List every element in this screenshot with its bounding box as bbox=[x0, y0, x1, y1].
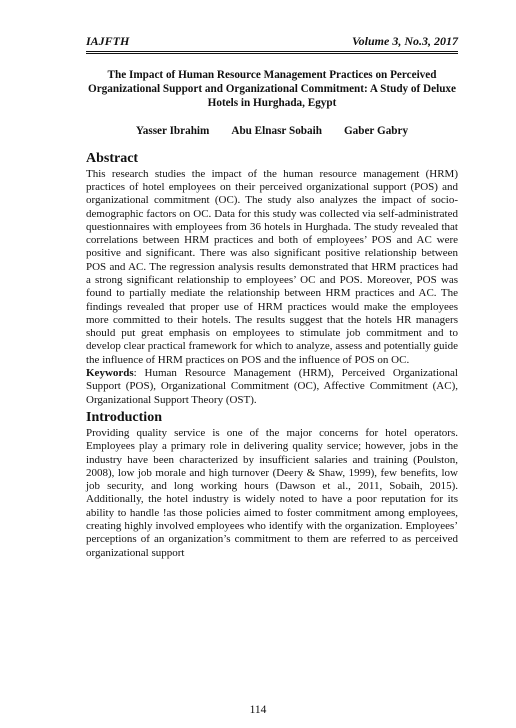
author-1: Yasser Ibrahim bbox=[135, 124, 210, 137]
author-3: Gaber Gabry bbox=[343, 124, 409, 137]
introduction-text: Providing quality service is one of the major concerns for hotel operators. Employees play a primary role in delivering quality service; however, jobs in the industry have been characterized by insufficient salaries and training (Poulston, 2008), low job morale and high turnover (Deery & Shaw, 1999), few benefits, low job security, and long working hours (Dawson et al., 2011, Sobaih, 2015). Additionally, the hotel industry is widely noted to have a poor reputation for its ability to handle !as those policies aimed to foster commitment among employees, creating highly involved employees who identify with the organization. Employees’ perceptions of an organization’s commitment to them are referred to as perceived organizational support bbox=[86, 426, 458, 559]
journal-name: IAJFTH bbox=[86, 34, 130, 48]
header-rule bbox=[86, 51, 458, 54]
paper-title: The Impact of Human Resource Management Practices on Perceived Organizational Support and Organizational Commitment: A Study of Deluxe Hotels in Hurghada, Egypt bbox=[88, 69, 456, 110]
keywords bbox=[86, 367, 458, 407]
abstract-heading: Abstract bbox=[86, 150, 139, 166]
author-2: Abu Elnasr Sobaih bbox=[231, 124, 322, 137]
running-header bbox=[86, 34, 458, 48]
page bbox=[86, 34, 458, 560]
introduction-heading: Introduction bbox=[86, 409, 162, 425]
abstract-text: This research studies the impact of the human resource management (HRM) practices of hotel employees on their perceived organizational support (POS) and organizational commitment (OC). The study also analyzes the impact of socio-demographic factors on OC. Data for this study was collected via self-administrated questionnaires with employees from 36 hotels in Hurghada. The study revealed that correlations between HRM practices and both of employees’ POS and AC were positive and significant. There was also significant positive relationship between POS and AC. The regression analysis results demonstrated that HRM practices had a strong significant relationship to employees’ OC and POS. Moreover, POS was found to partially mediate the relationship between HRM practices and AC. The findings revealed that proper use of HRM practices would make the employees more committed to their hotels. The results suggest that the hotels HR managers should put great emphasis on employees to stimulate job commitment and to develop clear practical framework for which to analyze, assess and potentially guide the influence of HRM practices on POS and the influence of POS on OC. bbox=[86, 167, 458, 366]
author-list bbox=[86, 124, 458, 138]
volume-info: Volume 3, No.3, 2017 bbox=[351, 34, 458, 48]
keywords-label: Keywords bbox=[86, 367, 134, 380]
page-number: 114 bbox=[249, 704, 267, 716]
keywords-text: : Human Resource Management (HRM), Perceived Organizational Support (POS), Organizational Commitment (OC), Affective Commitment (AC), Organizational Support Theory (OST). bbox=[86, 367, 458, 406]
